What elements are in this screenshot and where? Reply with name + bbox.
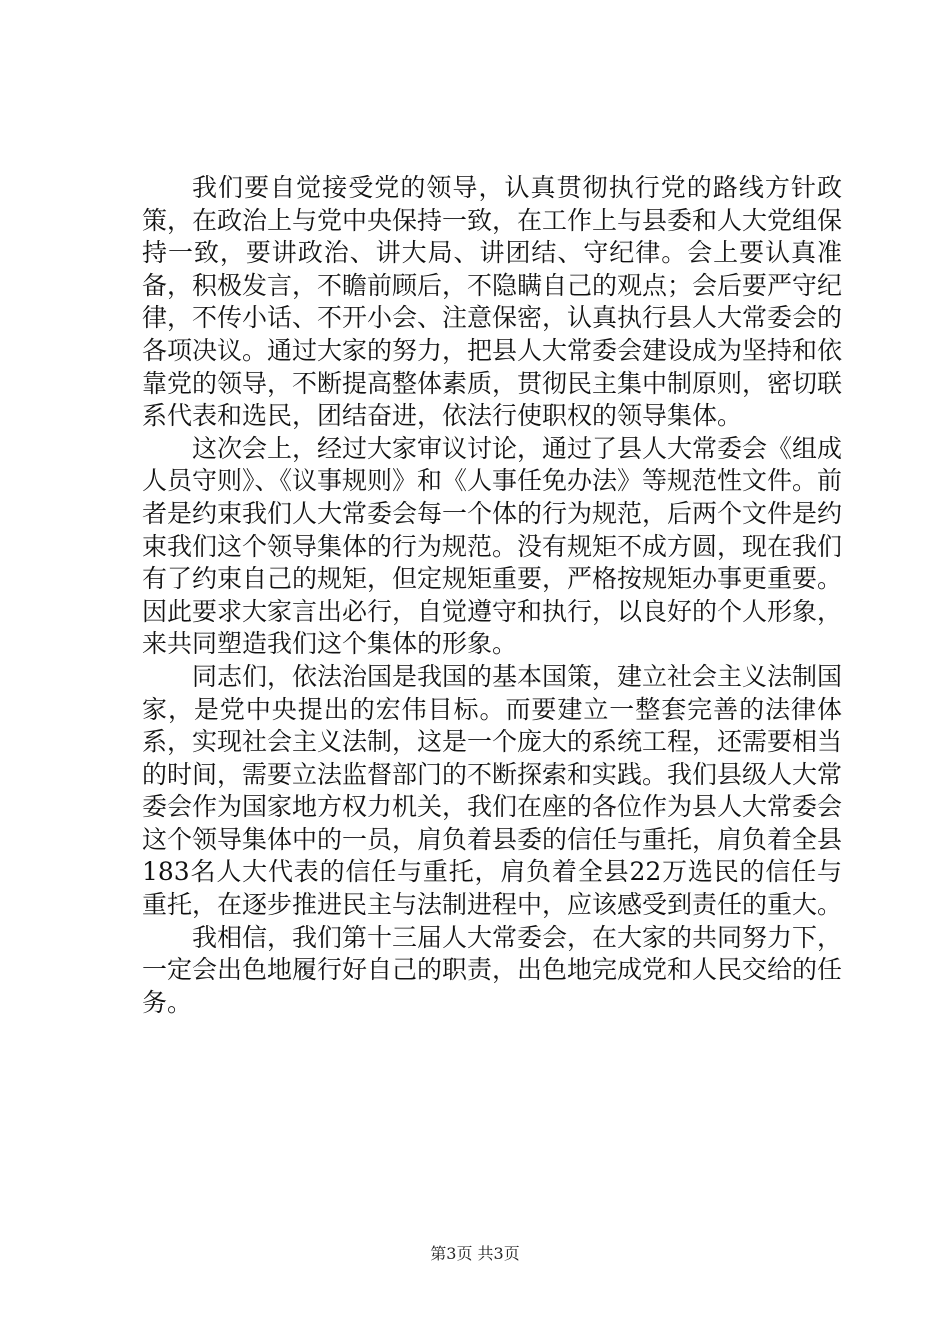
paragraph-3: 同志们，依法治国是我国的基本国策，建立社会主义法制国家，是党中央提出的宏伟目标。而要建立一整套完善的法律体系，实现社会主义法制，这是一个庞大的系统工程，还需要相当的时间，需要立法监督部门的不断探索和实践。我们县级人大常委会作为国家地方权力机关，我们在座的各位作为县人大常委会这个领导集体中的一员，肩负着县委的信任与重托，肩负着全县183名人大代表的信任与重托，肩负着全县22万选民的信任与重托，在逐步推进民主与法制进程中，应该感受到责任的重大。 (142, 661, 843, 920)
paragraph-4: 我相信，我们第十三届人大常委会，在大家的共同努力下，一定会出色地履行好自己的职责，出色地完成党和人民交给的任务。 (142, 922, 843, 1017)
paragraph-2: 这次会上，经过大家审议讨论，通过了县人大常委会《组成人员守则》、《议事规则》和《人事任免办法》等规范性文件。前者是约束我们人大常委会每一个体的行为规范，后两个文件是约束我们这个领导集体的行为规范。没有规矩不成方圆，现在我们有了约束自己的规矩，但定规矩重要，严格按规矩办事更重要。因此要求大家言出必行，自觉遵守和执行，以良好的个人形象，来共同塑造我们这个集体的形象。 (142, 433, 843, 659)
page-number-footer: 第3页 共3页 (430, 1244, 520, 1263)
paragraph-1: 我们要自觉接受党的领导，认真贯彻执行党的路线方针政策，在政治上与党中央保持一致，在工作上与县委和人大党组保持一致，要讲政治、讲大局、讲团结、守纪律。会上要认真准备，积极发言，不瞻前顾后，不隐瞒自己的观点；会后要严守纪律，不传小话、不开小会、注意保密，认真执行县人大常委会的各项决议。通过大家的努力，把县人大常委会建设成为坚持和依靠党的领导，不断提高整体素质，贯彻民主集中制原则，密切联系代表和选民，团结奋进，依法行使职权的领导集体。 (142, 173, 843, 431)
document-body (142, 172, 842, 1019)
